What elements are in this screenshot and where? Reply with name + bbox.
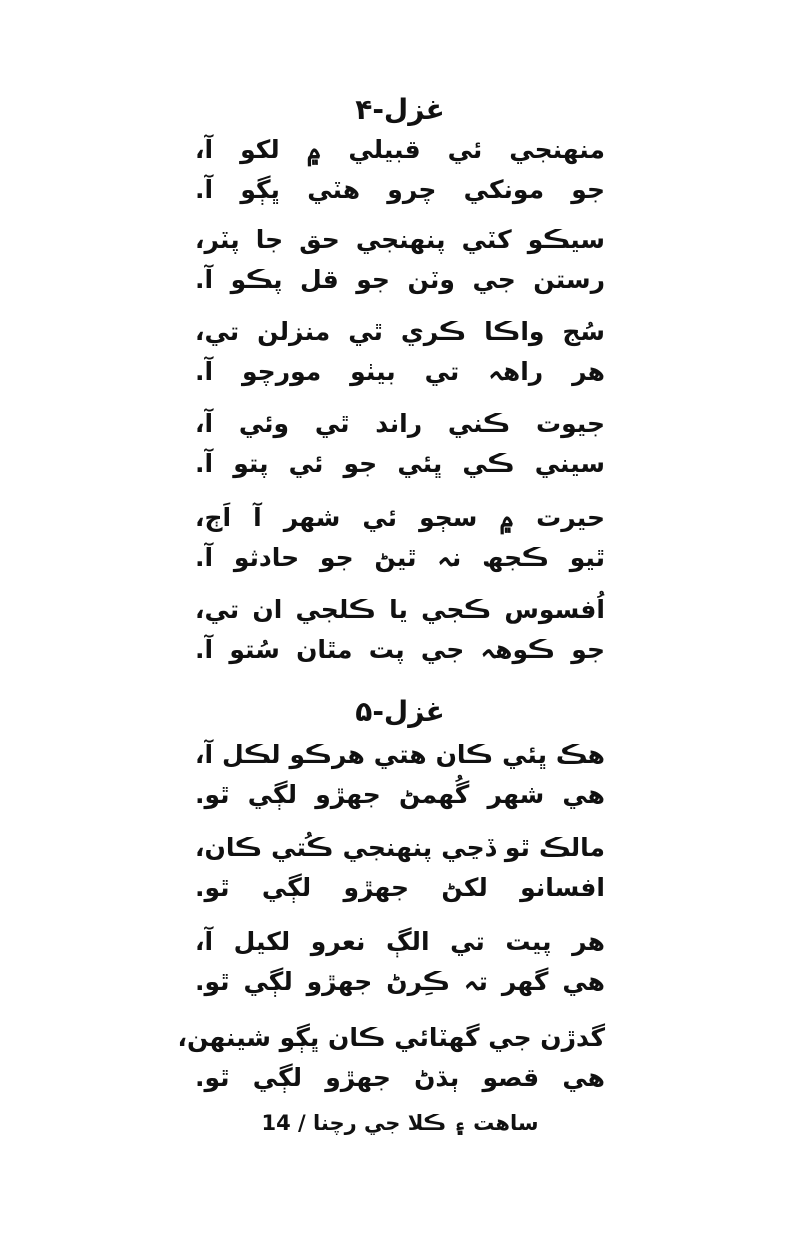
ghazal-5-title: غزل-۵ [355,695,445,728]
verse-line: افسانو لکڻ جهڙو لڳي ٿو. [195,873,605,902]
verse-line: گدڙن جي گهٽائي ڪان ڀڳو شينهن، [177,1023,605,1052]
verse-line: هر پيت تي الڳ نعرو لکيل آ، [195,927,605,956]
ghazal-4-couplet-5 [195,498,605,578]
ghazal-4-couplet-4 [195,404,605,484]
ghazal-4-couplet-6 [195,590,605,670]
verse-line: حيرت ۾ سڄو ئي شهر آ اَڄ، [195,503,605,532]
verse-line: سيني ڪي ڀئي جو ئي پتو آ. [195,449,605,478]
verse-line: ٿيو ڪجھ نہ ٿيڻ جو حادثو آ. [195,543,605,572]
ghazal-4-title: غزل-۴ [355,93,445,126]
ghazal-4-couplet-1 [195,130,605,210]
ghazal-5-couplet-3 [195,922,605,1002]
ghazal-4-couplet-2 [195,220,605,300]
ghazal-4-couplet-3 [195,312,605,392]
verse-line: مالڪ ٿو ڏڃي پنهنجي ڪُتي ڪان، [195,833,605,862]
verse-line: هڪ ڀئي ڪان هتي هرڪو لڪل آ، [195,740,605,769]
ghazal-5-couplet-2 [195,828,605,908]
ghazal-5-couplet-4 [177,1018,605,1098]
verse-line: جو مونکي چرو هٽي ڀڳو آ. [195,175,605,204]
verse-line: هي قصو ٻڌڻ جهڙو لڳي ٿو. [195,1063,605,1092]
verse-line: منهنجي ئي قبيلي ۾ لکو آ، [195,135,605,164]
verse-line: جو ڪوهہ جي پت مٿان سُتو آ. [195,635,605,664]
verse-line: رستن جي وٽن جو قل پڪو آ. [195,265,605,294]
verse-line: جيوت ڪني راند ٿي وئي آ، [195,409,605,438]
ghazal-5-couplet-1 [195,735,605,815]
verse-line: هر راهہ تي بيٺو مورچو آ. [195,357,605,386]
verse-line: سيڪو کٽي پنهنجي حق جا پٽر، [195,225,605,254]
verse-line: اُفسوس ڪجي يا ڪلجي ان تي، [195,595,605,624]
page-footer: ساهت ۽ ڪلا جي رچنا / 14 [261,1111,539,1135]
verse-line: سُج واڪا ڪري ٿي منزلن تي، [195,317,605,346]
verse-line: هي گهر تہ ڪِرڻ جهڙو لڳي ٿو. [195,967,605,996]
verse-line: هي شهر گُهمڻ جهڙو لڳي ٿو. [195,780,605,809]
